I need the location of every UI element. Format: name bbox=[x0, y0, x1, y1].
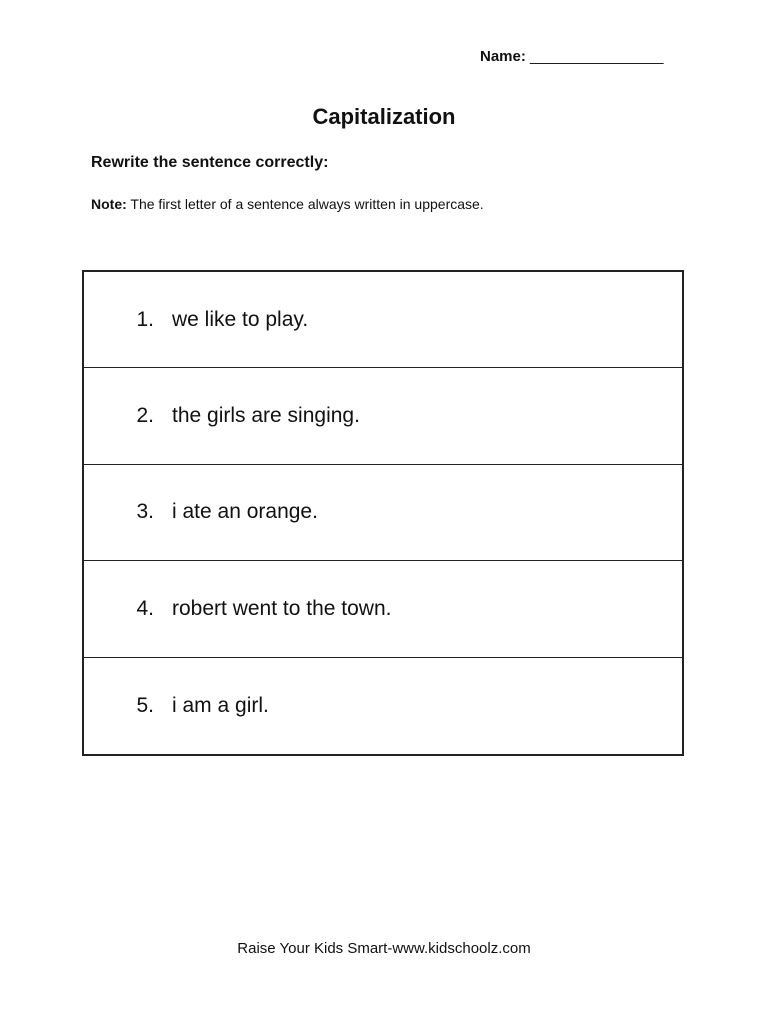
sentence-number: 4. bbox=[136, 596, 154, 620]
sentence-row bbox=[84, 368, 682, 464]
sentence-row bbox=[84, 658, 682, 754]
instruction-heading: Rewrite the sentence correctly: bbox=[91, 154, 329, 171]
sentence-number: 2. bbox=[136, 404, 154, 428]
sentence-row bbox=[84, 561, 682, 657]
sentence-text: we like to play. bbox=[172, 307, 309, 331]
name-label: Name: bbox=[480, 48, 526, 65]
sentence-row bbox=[84, 465, 682, 561]
note-text: The first letter of a sentence always written in uppercase. bbox=[126, 196, 484, 212]
sentence-number: 3. bbox=[136, 500, 154, 524]
sentence-text: i ate an orange. bbox=[172, 500, 318, 524]
sentence-text: i am a girl. bbox=[172, 693, 269, 717]
name-blank: ________________ bbox=[530, 48, 664, 65]
note-label: Note: bbox=[91, 196, 127, 212]
sentence-number: 5. bbox=[136, 693, 154, 717]
sentence-number: 1. bbox=[136, 307, 154, 331]
footer-credit: Raise Your Kids Smart-www.kidschoolz.com bbox=[237, 940, 531, 957]
sentence-row bbox=[84, 272, 682, 368]
name-field bbox=[480, 48, 664, 65]
sentence-table bbox=[82, 270, 684, 756]
sentence-text: the girls are singing. bbox=[172, 404, 360, 428]
sentence-text: robert went to the town. bbox=[172, 596, 392, 620]
page-title: Capitalization bbox=[312, 104, 456, 129]
note bbox=[91, 196, 484, 212]
